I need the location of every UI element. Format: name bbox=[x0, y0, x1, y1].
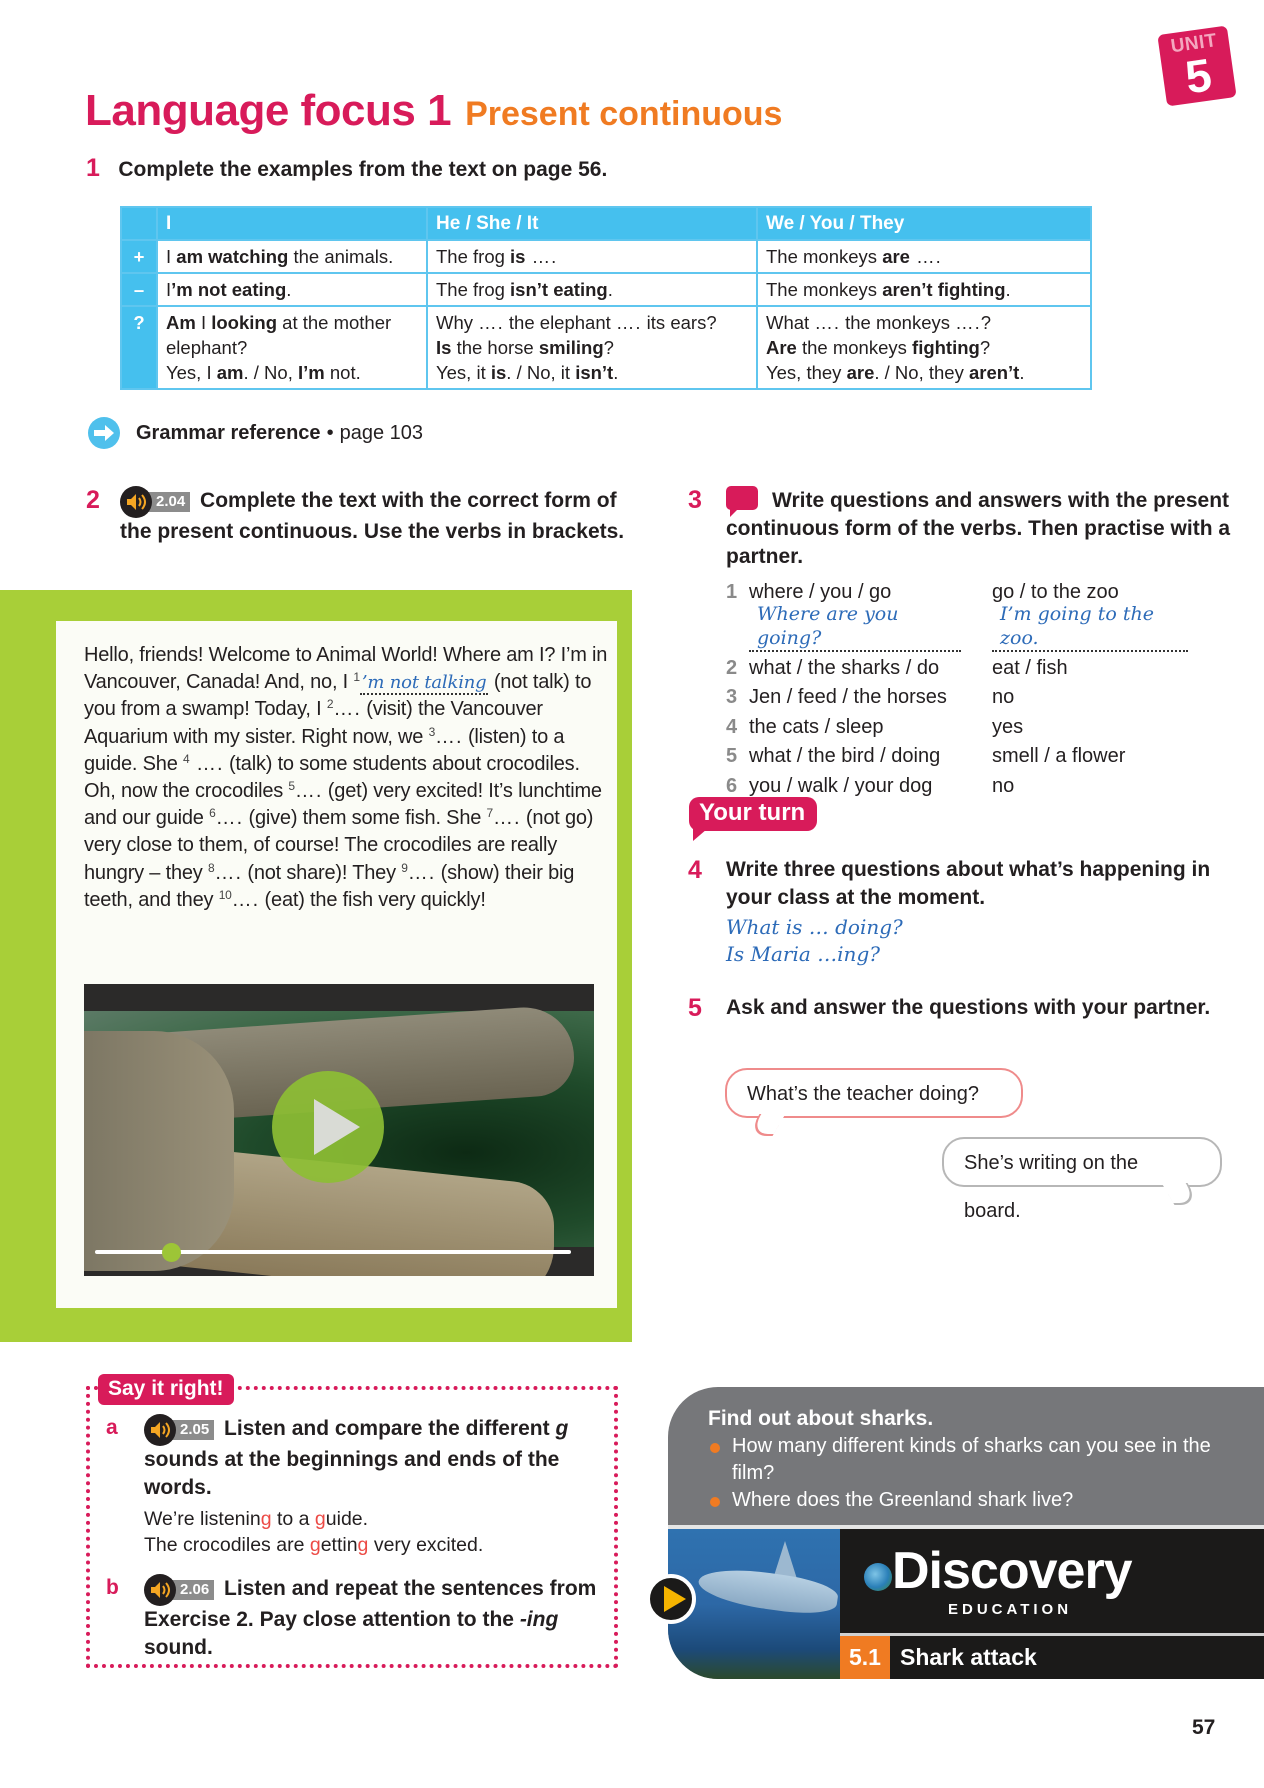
text-run: . bbox=[607, 279, 613, 300]
text-run: (talk) to some students about crocodiles. Oh, now the crocodiles bbox=[84, 752, 580, 803]
text-run: ’m not eating bbox=[171, 279, 287, 300]
discovery-video-panel bbox=[668, 1387, 1264, 1679]
text-run: uide. bbox=[325, 1508, 369, 1530]
exercise-instruction: Write three questions about what’s happening in your class at the moment. bbox=[726, 858, 1211, 909]
speech-bubble-icon bbox=[726, 486, 758, 510]
blank-gap: …. bbox=[189, 752, 224, 775]
item-number: 3 bbox=[726, 686, 738, 708]
text-run: the horse bbox=[451, 337, 539, 358]
item-answer-prompt: go / to the zoo bbox=[992, 581, 1119, 603]
speaker-icon bbox=[120, 486, 152, 518]
item-prompt: what / the sharks / do bbox=[749, 656, 940, 679]
say-it-right-item-b bbox=[106, 1574, 616, 1662]
text-run: not. bbox=[324, 362, 361, 383]
audio-track-number: 2.05 bbox=[164, 1420, 214, 1440]
text-run: ettin bbox=[320, 1534, 358, 1556]
blank-number: 5 bbox=[288, 779, 295, 794]
text-run: The monkeys bbox=[766, 246, 883, 267]
exercise-instruction: Ask and answer the questions with your partner. bbox=[726, 996, 1211, 1019]
shark-body bbox=[696, 1563, 840, 1618]
example-sentence bbox=[144, 1506, 616, 1532]
text-run: Yes, they bbox=[766, 362, 847, 383]
exercise-4 bbox=[688, 856, 1248, 968]
blank-number: 3 bbox=[428, 724, 436, 739]
say-it-right-item-a bbox=[106, 1414, 616, 1558]
blank-gap: …. bbox=[955, 312, 981, 333]
audio-track-number: 2.04 bbox=[140, 492, 190, 512]
text-run: g bbox=[314, 1508, 326, 1530]
item-prompt: where / you / go bbox=[749, 581, 892, 603]
table-cell bbox=[757, 306, 1091, 389]
grammar-table bbox=[120, 206, 1092, 390]
table-cell bbox=[157, 240, 427, 273]
audio-button[interactable] bbox=[144, 1574, 214, 1606]
text-run: Am bbox=[166, 312, 196, 333]
example-answer: I’m going to the zoo. bbox=[992, 602, 1188, 652]
blank-gap: …. bbox=[493, 807, 521, 830]
table-cell bbox=[427, 240, 757, 273]
blank-number: 10 bbox=[218, 887, 232, 902]
text-run: fighting bbox=[912, 337, 980, 358]
logo-subtitle: EDUCATION bbox=[948, 1601, 1073, 1618]
text-run: . bbox=[613, 362, 619, 383]
text-run: is bbox=[490, 362, 507, 383]
text-run: (listen) to a guide. She bbox=[84, 725, 565, 775]
episode-bar bbox=[840, 1636, 1264, 1679]
your-turn-tag: Your turn bbox=[689, 797, 817, 831]
text-run: am watching bbox=[176, 246, 289, 267]
audio-button[interactable] bbox=[144, 1414, 214, 1446]
text-run: I bbox=[195, 312, 212, 333]
crocodile-head bbox=[84, 1031, 234, 1271]
text-run: The frog bbox=[436, 246, 511, 267]
discovery-education-logo bbox=[840, 1529, 1264, 1633]
blank-number: 1 bbox=[353, 670, 360, 685]
text-run: g bbox=[309, 1534, 321, 1556]
table-cell bbox=[427, 306, 757, 389]
item-number: 5 bbox=[726, 745, 738, 767]
speaker-icon bbox=[144, 1414, 176, 1446]
item-number: 2 bbox=[726, 656, 738, 679]
list-item bbox=[726, 713, 1246, 743]
play-icon[interactable] bbox=[272, 1071, 384, 1183]
example-question: Is Maria …ing? bbox=[726, 942, 880, 966]
exercise-number: 2 bbox=[86, 486, 100, 514]
blank-number: 7 bbox=[486, 806, 494, 821]
bullet-text: Where does the Greenland shark live? bbox=[732, 1489, 1074, 1511]
blank-gap: …. bbox=[814, 312, 840, 333]
text-run: The frog bbox=[436, 279, 511, 300]
table-header-cell: We / You / They bbox=[757, 207, 1091, 240]
exercise-number: 3 bbox=[688, 486, 702, 514]
table-row bbox=[121, 306, 1091, 389]
grammar-reference-page: page 103 bbox=[339, 421, 423, 444]
example-answer-row bbox=[726, 602, 1246, 652]
item-answer-prompt: smell / a flower bbox=[992, 745, 1126, 767]
text-run: . / No, it bbox=[506, 362, 576, 383]
blank-number: 2 bbox=[326, 697, 334, 712]
text-run: . / No, they bbox=[874, 362, 969, 383]
table-cell bbox=[427, 273, 757, 306]
text-run: (not talk) to you from a swamp! Today, I bbox=[84, 671, 592, 721]
text-run: are bbox=[846, 362, 875, 383]
text-run: smiling bbox=[538, 337, 604, 358]
exercise-3-list bbox=[726, 578, 1246, 801]
text-run: the monkeys bbox=[796, 337, 913, 358]
grammar-reference-link[interactable] bbox=[88, 417, 423, 449]
say-it-right-tag: Say it right! bbox=[98, 1374, 234, 1405]
row-symbol: + bbox=[121, 240, 157, 273]
example-question: Where are you going? bbox=[749, 602, 961, 652]
text-run: . / No, bbox=[243, 362, 298, 383]
text-run: I bbox=[166, 279, 172, 300]
video-player[interactable] bbox=[84, 984, 594, 1276]
speech-bubble-answer: She’s writing on the board. bbox=[942, 1137, 1222, 1187]
title-sub: Present continuous bbox=[465, 95, 783, 133]
discovery-heading: Find out about sharks. bbox=[708, 1407, 934, 1430]
text-run: (eat) the fish very quickly! bbox=[259, 888, 486, 911]
text-run: -ing bbox=[519, 1608, 559, 1631]
list-item bbox=[726, 742, 1246, 772]
play-icon[interactable] bbox=[646, 1574, 696, 1624]
text-run: sounds at the beginnings and ends of the words. bbox=[144, 1448, 560, 1499]
title-main: Language focus 1 bbox=[85, 86, 452, 135]
blank-number: 9 bbox=[401, 860, 408, 875]
text-run: Yes, it bbox=[436, 362, 491, 383]
unit-badge bbox=[1157, 25, 1236, 106]
table-header-cell bbox=[121, 207, 157, 240]
speech-bubble-question: What’s the teacher doing? bbox=[725, 1068, 1023, 1118]
exercise-1 bbox=[86, 154, 607, 184]
discovery-questions bbox=[708, 1405, 1248, 1514]
exercise-number: 5 bbox=[688, 994, 702, 1022]
text-run: Yes, I bbox=[166, 362, 217, 383]
unit-number: 5 bbox=[1182, 48, 1215, 104]
globe-icon bbox=[864, 1563, 892, 1591]
text-run: isn’t eating bbox=[510, 279, 608, 300]
table-header-cell: He / She / It bbox=[427, 207, 757, 240]
blank-gap: …. bbox=[214, 861, 242, 884]
exercise-number: 4 bbox=[688, 856, 702, 884]
text-run: The monkeys bbox=[766, 279, 883, 300]
grammar-reference-label: Grammar reference bbox=[136, 421, 321, 444]
blank-gap: …. bbox=[407, 861, 436, 884]
item-letter: a bbox=[106, 1416, 118, 1439]
item-answer-prompt: yes bbox=[992, 715, 1024, 738]
text-run: the animals. bbox=[288, 246, 394, 267]
text-run: sound. bbox=[144, 1636, 213, 1659]
text-run: (get) very excited! It’s lunchtime and our guide bbox=[84, 780, 602, 830]
text-run: ? bbox=[603, 337, 614, 358]
text-run: We’re listenin bbox=[144, 1508, 261, 1530]
grammar-reference-separator: • bbox=[326, 421, 334, 444]
table-cell bbox=[157, 273, 427, 306]
text-run: . bbox=[1019, 362, 1025, 383]
episode-number: 5.1 bbox=[840, 1636, 890, 1679]
blank-number: 4 bbox=[183, 751, 190, 766]
episode-title: Shark attack bbox=[900, 1644, 1037, 1670]
item-prompt: Jen / feed / the horses bbox=[749, 686, 947, 708]
text-run: Is bbox=[436, 337, 452, 358]
text-run: (give) them some fish. She bbox=[243, 807, 487, 830]
blank-number: 8 bbox=[207, 860, 215, 875]
text-run: very excited. bbox=[368, 1534, 484, 1556]
blank-number: 6 bbox=[209, 806, 216, 821]
exercise-instruction: Complete the text with the correct form of the present continuous. Use the verbs in brackets. bbox=[120, 489, 625, 543]
blank-gap: …. bbox=[615, 312, 642, 333]
list-item bbox=[708, 1487, 1248, 1514]
exercise-instruction: Write questions and answers with the present continuous form of the verbs. Then practise with a partner. bbox=[726, 489, 1231, 568]
text-run: (not go) very close to them, of course! The crocodiles are really hungry – they bbox=[84, 807, 594, 884]
item-number: 1 bbox=[726, 581, 738, 603]
bullet-text: How many different kinds of sharks can you see in the film? bbox=[732, 1435, 1211, 1484]
exercise-2 bbox=[86, 486, 626, 546]
text-run: aren’t bbox=[968, 362, 1020, 383]
example-sentence bbox=[144, 1532, 616, 1558]
text-run: What bbox=[766, 312, 815, 333]
item-letter: b bbox=[106, 1576, 119, 1599]
blank-gap: …. bbox=[215, 807, 244, 830]
exercise-3 bbox=[688, 486, 1248, 571]
item-answer-prompt: eat / fish bbox=[992, 656, 1068, 679]
blank-gap: …. bbox=[333, 698, 361, 721]
blank-gap: …. bbox=[478, 312, 504, 333]
logo-word: Discovery bbox=[892, 1542, 1132, 1600]
text-run: are bbox=[882, 246, 910, 267]
blank-gap: …. bbox=[231, 888, 260, 911]
item-prompt: the cats / sleep bbox=[749, 715, 884, 738]
table-row bbox=[121, 273, 1091, 306]
text-run: aren’t fighting bbox=[882, 279, 1006, 300]
table-row bbox=[121, 240, 1091, 273]
table-header-row bbox=[121, 207, 1091, 240]
text-run: I bbox=[166, 246, 177, 267]
text-run: at the mother elephant? bbox=[166, 312, 392, 358]
text-run: g bbox=[555, 1417, 569, 1440]
item-prompt: what / the bird / doing bbox=[749, 745, 941, 767]
speaker-icon bbox=[144, 1574, 176, 1606]
row-symbol: ? bbox=[121, 306, 157, 389]
text-run: (visit) the Vancouver Aquarium with my sister. Right now, we bbox=[84, 698, 543, 748]
text-run: Listen and repeat the sentences from Exercise 2. Pay close attention to the bbox=[144, 1577, 597, 1631]
text-run: g bbox=[260, 1508, 272, 1530]
text-run: its ears? bbox=[641, 312, 717, 333]
text-run: ? bbox=[980, 312, 992, 333]
item-number: 4 bbox=[726, 715, 738, 738]
text-run: I’m bbox=[298, 362, 325, 383]
page-title bbox=[85, 86, 782, 136]
row-symbol: – bbox=[121, 273, 157, 306]
blank-gap: …. bbox=[525, 246, 558, 267]
table-cell bbox=[757, 240, 1091, 273]
text-run: Listen and compare the different bbox=[224, 1417, 556, 1440]
exercise-5 bbox=[688, 994, 1248, 1022]
text-run: . bbox=[286, 279, 292, 300]
text-run: is bbox=[510, 246, 526, 267]
text-run: isn’t bbox=[575, 362, 614, 383]
blank-gap: …. bbox=[909, 246, 942, 267]
reading-text bbox=[84, 642, 612, 914]
arrow-right-icon bbox=[88, 417, 120, 449]
example-question: What is … doing? bbox=[726, 915, 903, 939]
text-run: (show) their big teeth, and they bbox=[84, 861, 575, 911]
bullet-icon bbox=[710, 1443, 720, 1453]
table-cell bbox=[157, 306, 427, 389]
text-run: Hello, friends! Welcome to Animal World! Where am I? I’m in Vancouver, Canada! And, no, I bbox=[84, 644, 608, 694]
item-answer-prompt: no bbox=[992, 686, 1015, 708]
text-run: ? bbox=[979, 337, 991, 358]
blank-gap: …. bbox=[294, 780, 323, 803]
page-number: 57 bbox=[1192, 1716, 1216, 1739]
table-cell bbox=[757, 273, 1091, 306]
item-answer-prompt: no bbox=[992, 774, 1015, 797]
audio-track-number: 2.06 bbox=[164, 1580, 214, 1600]
text-run: the monkeys bbox=[839, 312, 956, 333]
text-run: am bbox=[216, 362, 244, 383]
exercise-instruction: Complete the examples from the text on page 56. bbox=[118, 158, 608, 181]
table-header-cell: I bbox=[157, 207, 427, 240]
text-run: looking bbox=[211, 312, 278, 333]
list-item bbox=[726, 683, 1246, 713]
item-number: 6 bbox=[726, 774, 738, 797]
unit-label: UNIT bbox=[1169, 30, 1219, 58]
text-run: the elephant bbox=[503, 312, 616, 333]
bullet-icon bbox=[710, 1497, 720, 1507]
list-item bbox=[708, 1433, 1248, 1487]
text-run: (not share)! They bbox=[242, 861, 402, 884]
text-run: Are bbox=[766, 337, 797, 358]
blank-gap: …. bbox=[435, 725, 463, 748]
audio-button[interactable] bbox=[120, 486, 190, 518]
text-run: to a bbox=[271, 1508, 315, 1530]
exercise-number: 1 bbox=[86, 154, 100, 182]
filled-answer: ’m not talking bbox=[361, 672, 487, 694]
text-run: . bbox=[1005, 279, 1011, 300]
text-run: g bbox=[357, 1534, 369, 1556]
text-run: The crocodiles are bbox=[144, 1534, 310, 1556]
item-prompt: you / walk / your dog bbox=[749, 774, 933, 797]
text-run: Why bbox=[436, 312, 479, 333]
list-item bbox=[726, 654, 1246, 684]
